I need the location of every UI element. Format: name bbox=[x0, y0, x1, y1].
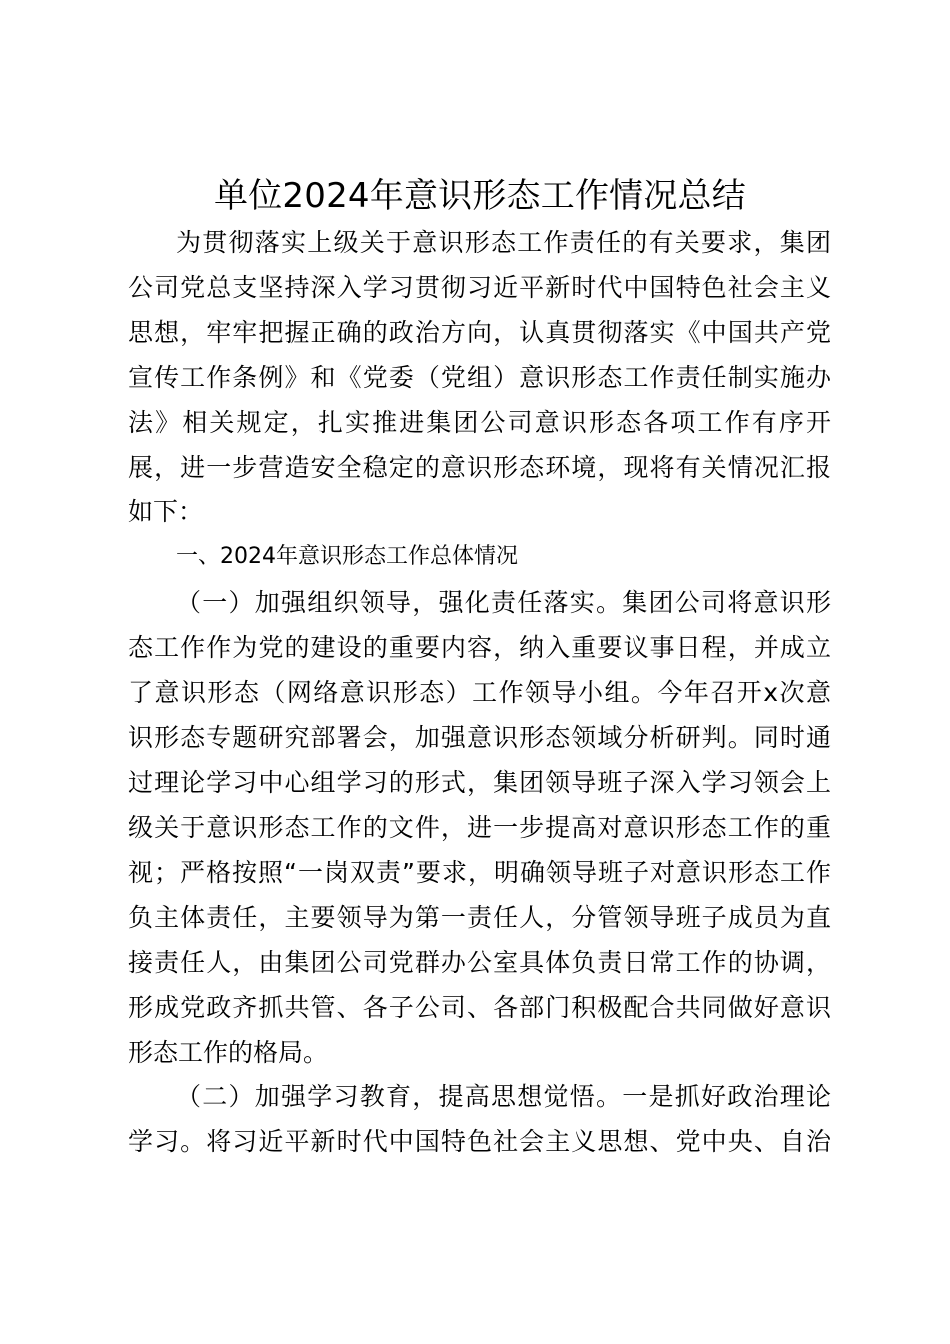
paragraph-line: 级关于意识形态工作的文件，进一步提高对意识形态工作的重 bbox=[128, 813, 831, 842]
paragraph-line: 识形态专题研究部署会，加强意识形态领域分析研判。同时通 bbox=[128, 723, 831, 752]
document-title: 单位2024年意识形态工作情况总结 bbox=[214, 176, 746, 216]
paragraph-line: 过理论学习中心组学习的形式，集团领导班子深入学习领会上 bbox=[128, 768, 831, 797]
paragraph-line: 视；严格按照“一岗双责”要求，明确领导班子对意识形态工作 bbox=[128, 858, 831, 887]
intro-line: 公司党总支坚持深入学习贯彻习近平新时代中国特色社会主义 bbox=[128, 273, 831, 302]
intro-line: 思想，牢牢把握正确的政治方向，认真贯彻落实《中国共产党 bbox=[128, 318, 831, 347]
intro-line: 展，进一步营造安全稳定的意识形态环境，现将有关情况汇报 bbox=[128, 453, 831, 482]
paragraph-line: 学习。将习近平新时代中国特色社会主义思想、党中央、自治 bbox=[128, 1127, 831, 1156]
paragraph-line: 态工作作为党的建设的重要内容，纳入重要议事日程，并成立 bbox=[128, 633, 831, 662]
paragraph-line: 负主体责任，主要领导为第一责任人，分管领导班子成员为直 bbox=[128, 903, 831, 932]
section-heading: 一、2024年意识形态工作总体情况 bbox=[176, 544, 518, 569]
paragraph-line: （二）加强学习教育，提高思想觉悟。一是抓好政治理论 bbox=[176, 1082, 831, 1111]
intro-line: 法》相关规定，扎实推进集团公司意识形态各项工作有序开 bbox=[128, 408, 831, 437]
paragraph-line: 了意识形态（网络意识形态）工作领导小组。今年召开x次意 bbox=[128, 678, 831, 707]
paragraph-line: 接责任人，由集团公司党群办公室具体负责日常工作的协调， bbox=[128, 948, 831, 977]
intro-line: 为贯彻落实上级关于意识形态工作责任的有关要求，集团 bbox=[176, 228, 831, 257]
intro-line: 宣传工作条例》和《党委（党组）意识形态工作责任制实施办 bbox=[128, 363, 831, 392]
intro-line: 如下： bbox=[128, 497, 204, 526]
paragraph-line: （一）加强组织领导，强化责任落实。集团公司将意识形 bbox=[176, 588, 831, 617]
paragraph-line: 形成党政齐抓共管、各子公司、各部门积极配合共同做好意识 bbox=[128, 993, 831, 1022]
paragraph-line: 形态工作的格局。 bbox=[128, 1038, 329, 1067]
